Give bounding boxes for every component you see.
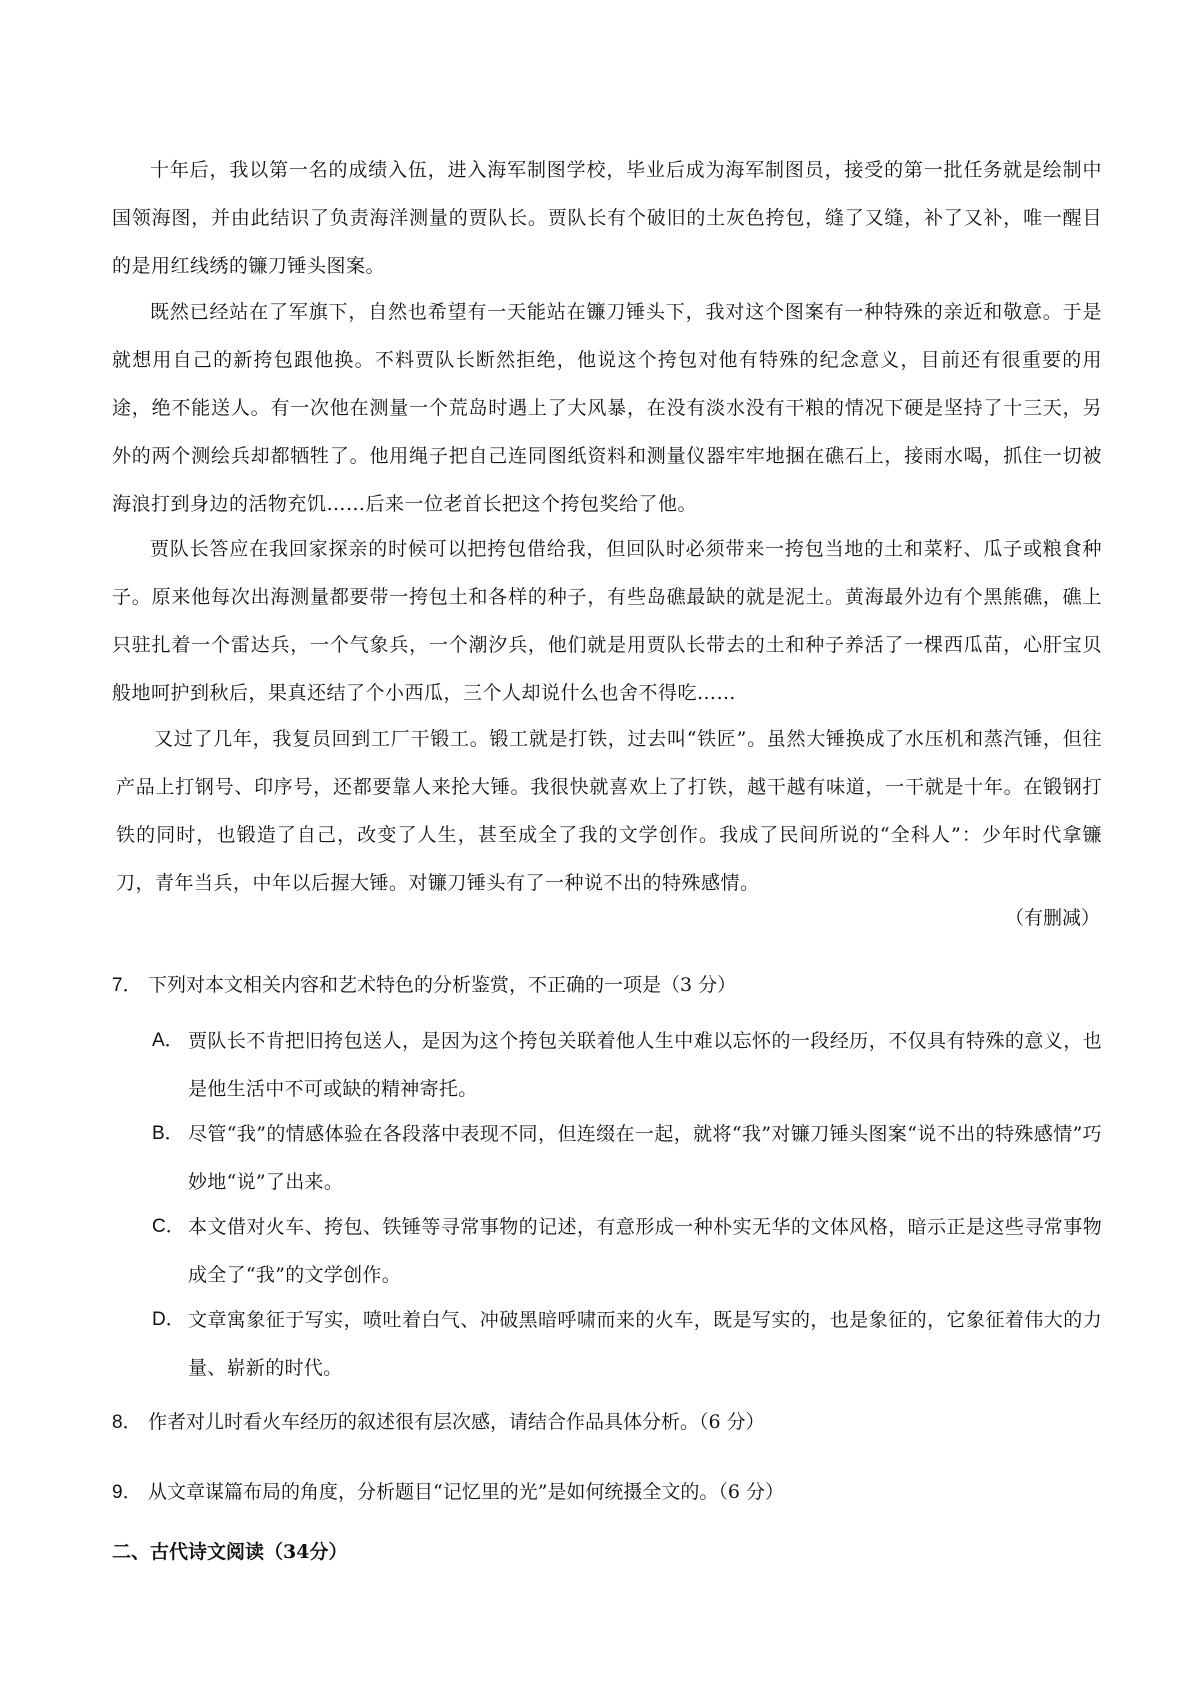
option-a <box>152 1017 1102 1113</box>
option-d-label: D． <box>152 1309 185 1330</box>
question-7-number: 7． <box>112 975 142 996</box>
question-7-stem: 下列对本文相关内容和艺术特色的分析鉴赏，不正确的一项是（3 分） <box>148 974 737 996</box>
passage-paragraph-1: 十年后，我以第一名的成绩入伍，进入海军制图学校，毕业后成为海军制图员，接受的第一批任务就是绘制中国领海图，并由此结识了负责海洋测量的贾队长。贾队长有个破旧的土灰色挎包，缝了又缝，补了又补，唯一醒目的是用红线绣的镰刀锤头图案。 <box>112 159 1102 277</box>
source-note: （有删减） <box>1004 907 1100 929</box>
question-8-number: 8． <box>112 1412 142 1433</box>
option-c-label: C． <box>152 1216 185 1237</box>
option-a-label: A． <box>152 1030 184 1051</box>
option-c-text: 本文借对火车、挎包、铁锤等寻常事物的记述，有意形成一种朴实无华的文体风格，暗示正是这些寻常事物成全了“我”的文学创作。 <box>188 1216 1102 1286</box>
option-d-text: 文章寓象征于写实，喷吐着白气、冲破黑暗呼啸而来的火车，既是写实的，也是象征的，它象征着伟大的力量、崭新的时代。 <box>188 1309 1102 1379</box>
passage-paragraph-2: 既然已经站在了军旗下，自然也希望有一天能站在镰刀锤头下，我对这个图案有一种特殊的亲近和敬意。于是就想用自己的新挎包跟他换。不料贾队长断然拒绝，他说这个挎包对他有特殊的纪念意义，目前还有很重要的用途，绝不能送人。有一次他在测量一个荒岛时遇上了大风暴，在没有淡水没有干粮的情况下硬是坚持了十三天，另外的两个测绘兵却都牺牲了。他用绳子把自己连同图纸资料和测量仪器牢牢地捆在礁石上，接雨水喝，抓住一切被海浪打到身边的活物充饥……后来一位老首长把这个挎包奖给了他。 <box>112 301 1102 515</box>
option-b <box>152 1110 1102 1206</box>
option-c <box>152 1203 1102 1299</box>
question-7 <box>112 961 736 1010</box>
question-8 <box>112 1398 765 1447</box>
option-d <box>152 1296 1102 1392</box>
question-9-stem: 从文章谋篇布局的角度，分析题目“记忆里的光”是如何统摄全文的。（6 分） <box>148 1481 785 1503</box>
passage-paragraph-3: 贾队长答应在我回家探亲的时候可以把挎包借给我，但回队时必须带来一挎包当地的土和菜籽、瓜子或粮食种子。原来他每次出海测量都要带一挎包土和各样的种子，有些岛礁最缺的就是泥土。黄海最外边有个黑熊礁，礁上只驻扎着一个雷达兵，一个气象兵，一个潮汐兵，他们就是用贾队长带去的土和种子养活了一棵西瓜苗，心肝宝贝般地呵护到秋后，果真还结了个小西瓜，三个人却说什么也舍不得吃…… <box>112 538 1102 704</box>
question-9-number: 9． <box>112 1482 142 1503</box>
option-a-text: 贾队长不肯把旧挎包送人，是因为这个挎包关联着他人生中难以忘怀的一段经历，不仅具有特殊的意义，也是他生活中不可或缺的精神寄托。 <box>188 1030 1102 1100</box>
option-b-text: 尽管“我”的情感体验在各段落中表现不同，但连缀在一起，就将“我”对镰刀锤头图案“说不出的特殊感情”巧妙地“说”了出来。 <box>188 1123 1102 1193</box>
option-b-label: B． <box>152 1123 184 1144</box>
question-8-stem: 作者对儿时看火车经历的叙述很有层次感，请结合作品具体分析。（6 分） <box>148 1411 765 1433</box>
section-heading: 二、古代诗文阅读（34分） <box>112 1541 348 1563</box>
passage-paragraph-4: 又过了几年，我复员回到工厂干锻工。锻工就是打铁，过去叫“铁匠”。虽然大锤换成了水压机和蒸汽锤，但往产品上打钢号、印序号，还都要靠人来抡大锤。我很快就喜欢上了打铁，越干越有味道，一干就是十年。在锻钢打铁的同时，也锻造了自己，改变了人生，甚至成全了我的文学创作。我成了民间所说的“全科人”：少年时代拿镰刀，青年当兵，中年以后握大锤。对镰刀锤头有了一种说不出的特殊感情。 <box>116 728 1102 894</box>
question-9 <box>112 1468 784 1517</box>
